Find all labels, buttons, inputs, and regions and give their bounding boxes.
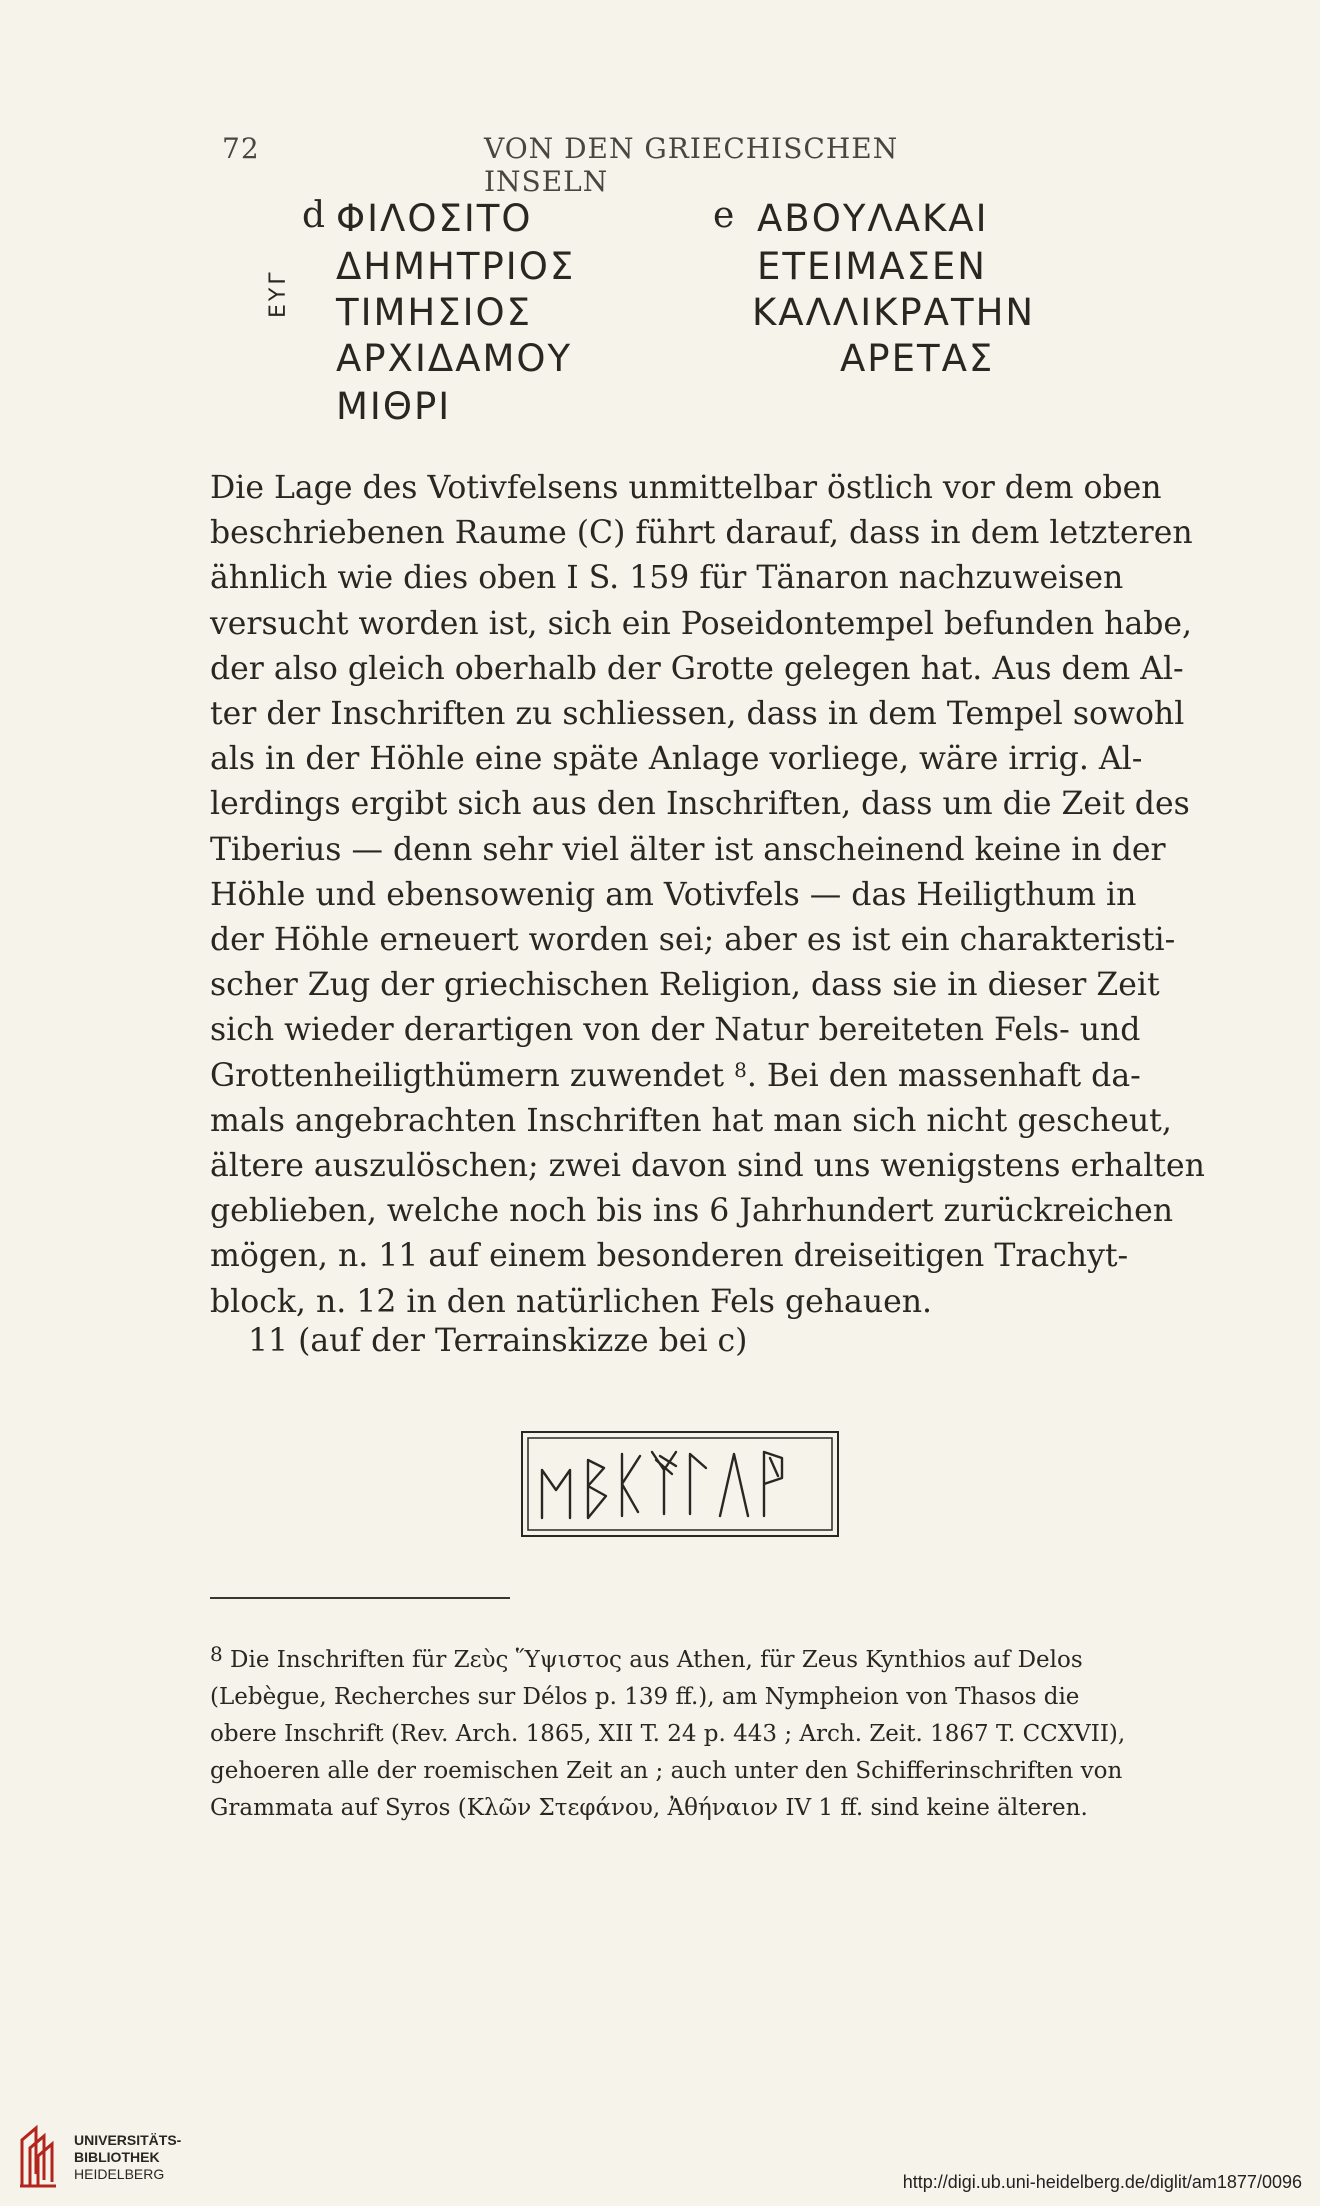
inscription-d-line: ΜΙΘΡΙ bbox=[336, 385, 452, 428]
inscription-e-line: ΑΒΟΥΛΑΚΑΙ bbox=[757, 197, 989, 240]
footnote-line: (Lebègue, Recherches sur Délos p. 139 ff.), am Nympheion von Thasos die bbox=[210, 1684, 1080, 1710]
library-name-line: UNIVERSITÄTS- bbox=[74, 2132, 182, 2148]
body-line: Die Lage des Votivfelsens unmittelbar östlich vor dem oben bbox=[210, 470, 1162, 506]
body-line: geblieben, welche noch bis ins 6 Jahrhundert zurückreichen bbox=[210, 1193, 1174, 1230]
body-line: mögen, n. 11 auf einem besonderen dreiseitigen Trachyt- bbox=[210, 1238, 1129, 1275]
body-line-tail: . Bei den massenhaft da- bbox=[746, 1057, 1141, 1094]
footnote-separator bbox=[210, 1597, 510, 1599]
inscription-d-label: d bbox=[302, 195, 326, 236]
archaic-inscription-transcription bbox=[520, 1430, 525, 1431]
inscription-e-line: ΑΡΕΤΑΣ bbox=[840, 337, 995, 380]
footnote-line: gehoeren alle der roemischen Zeit an ; auch unter den Schifferinschriften von bbox=[210, 1758, 1123, 1784]
page-header bbox=[222, 132, 948, 198]
inscription-d-line: ΤΙΜΗΣΙΟΣ bbox=[336, 291, 533, 334]
footnote bbox=[210, 1642, 1180, 1827]
running-title: VON DEN GRIECHISCHEN INSELN bbox=[484, 132, 899, 198]
inscription-e-line: ΕΤΕΙΜΑΣΕΝ bbox=[757, 245, 987, 288]
archaic-inscription-drawing bbox=[520, 1430, 840, 1538]
body-line: beschriebenen Raume (C) führt darauf, dass in dem letzteren bbox=[210, 515, 1193, 552]
body-line: Höhle und ebensowenig am Votivfels — das Heiligthum in bbox=[210, 876, 1137, 913]
inscription-d-line: ΦΙΛΟΣΙΤΟ bbox=[336, 197, 533, 240]
body-line: scher Zug der griechischen Religion, dass sie in dieser Zeit bbox=[210, 967, 1160, 1004]
figure-caption: 11 (auf der Terrainskizze bei c) bbox=[248, 1323, 748, 1359]
library-logo-icon bbox=[16, 2120, 70, 2190]
body-text bbox=[210, 466, 1205, 1325]
inscription-e-label: e bbox=[713, 195, 735, 236]
body-line: ter der Inschriften zu schliessen, dass in dem Tempel sowohl bbox=[210, 696, 1185, 733]
inscription-d-side-label: ΕΥΓ bbox=[266, 269, 291, 318]
footnote-reference[interactable]: 8 bbox=[734, 1057, 747, 1082]
body-line: als in der Höhle eine späte Anlage vorliege, wäre irrig. Al- bbox=[210, 741, 1143, 778]
footnote-line-text: Die Inschriften für Ζεὺς Ὕψιστος aus Athen, für Zeus Kynthios auf Delos bbox=[230, 1647, 1083, 1673]
library-name-line: BIBLIOTHEK bbox=[74, 2149, 160, 2165]
footnote-marker: 8 bbox=[210, 1642, 223, 1666]
body-line-with-footnote bbox=[210, 1054, 1180, 1099]
library-name-line: HEIDELBERG bbox=[74, 2166, 165, 2182]
body-line: Tiberius — denn sehr viel älter ist anscheinend keine in der bbox=[210, 831, 1166, 868]
body-line: lerdings ergibt sich aus den Inschriften, dass um die Zeit des bbox=[210, 786, 1190, 823]
body-line: ältere auszulöschen; zwei davon sind uns wenigstens erhalten bbox=[210, 1148, 1205, 1185]
body-line: ähnlich wie dies oben I S. 159 für Tänaron nachzuweisen bbox=[210, 560, 1124, 597]
library-name bbox=[74, 2132, 181, 2183]
body-line: versucht worden ist, sich ein Poseidontempel befunden habe, bbox=[210, 605, 1193, 642]
body-line: sich wieder derartigen von der Natur bereiteten Fels- und bbox=[210, 1012, 1141, 1049]
inscription-e-line: ΚΑΛΛΙΚΡΑΤΗΝ bbox=[752, 291, 1036, 334]
page-number: 72 bbox=[222, 132, 260, 165]
body-line: mals angebrachten Inschriften hat man sich nicht gescheut, bbox=[210, 1102, 1172, 1139]
body-line-text: Grottenheiligthümern zuwendet bbox=[210, 1057, 725, 1094]
body-line: der Höhle erneuert worden sei; aber es ist ein charakteristi- bbox=[210, 922, 1176, 959]
library-logo bbox=[10, 2110, 250, 2198]
footnote-line: Grammata auf Syros (Κλῶν Στεφάνου, Ἀθήναιον IV 1 ff. sind keine älteren. bbox=[210, 1795, 1088, 1821]
body-line: block, n. 12 in den natürlichen Fels gehauen. bbox=[210, 1283, 933, 1320]
archaic-inscription-figure bbox=[520, 1430, 840, 1538]
source-url-link[interactable]: http://digi.ub.uni-heidelberg.de/diglit/am1877/0096 bbox=[902, 2172, 1302, 2192]
footnote-line bbox=[210, 1642, 1180, 1679]
body-line: der also gleich oberhalb der Grotte gelegen hat. Aus dem Al- bbox=[210, 650, 1184, 687]
footnote-line: obere Inschrift (Rev. Arch. 1865, XII T. 24 p. 443 ; Arch. Zeit. 1867 T. CCXVII), bbox=[210, 1721, 1126, 1747]
inscription-d-line: ΑΡΧΙΔΑΜΟΥ bbox=[336, 337, 573, 380]
inscription-d-line: ΔΗΜΗΤΡΙΟΣ bbox=[336, 245, 576, 288]
